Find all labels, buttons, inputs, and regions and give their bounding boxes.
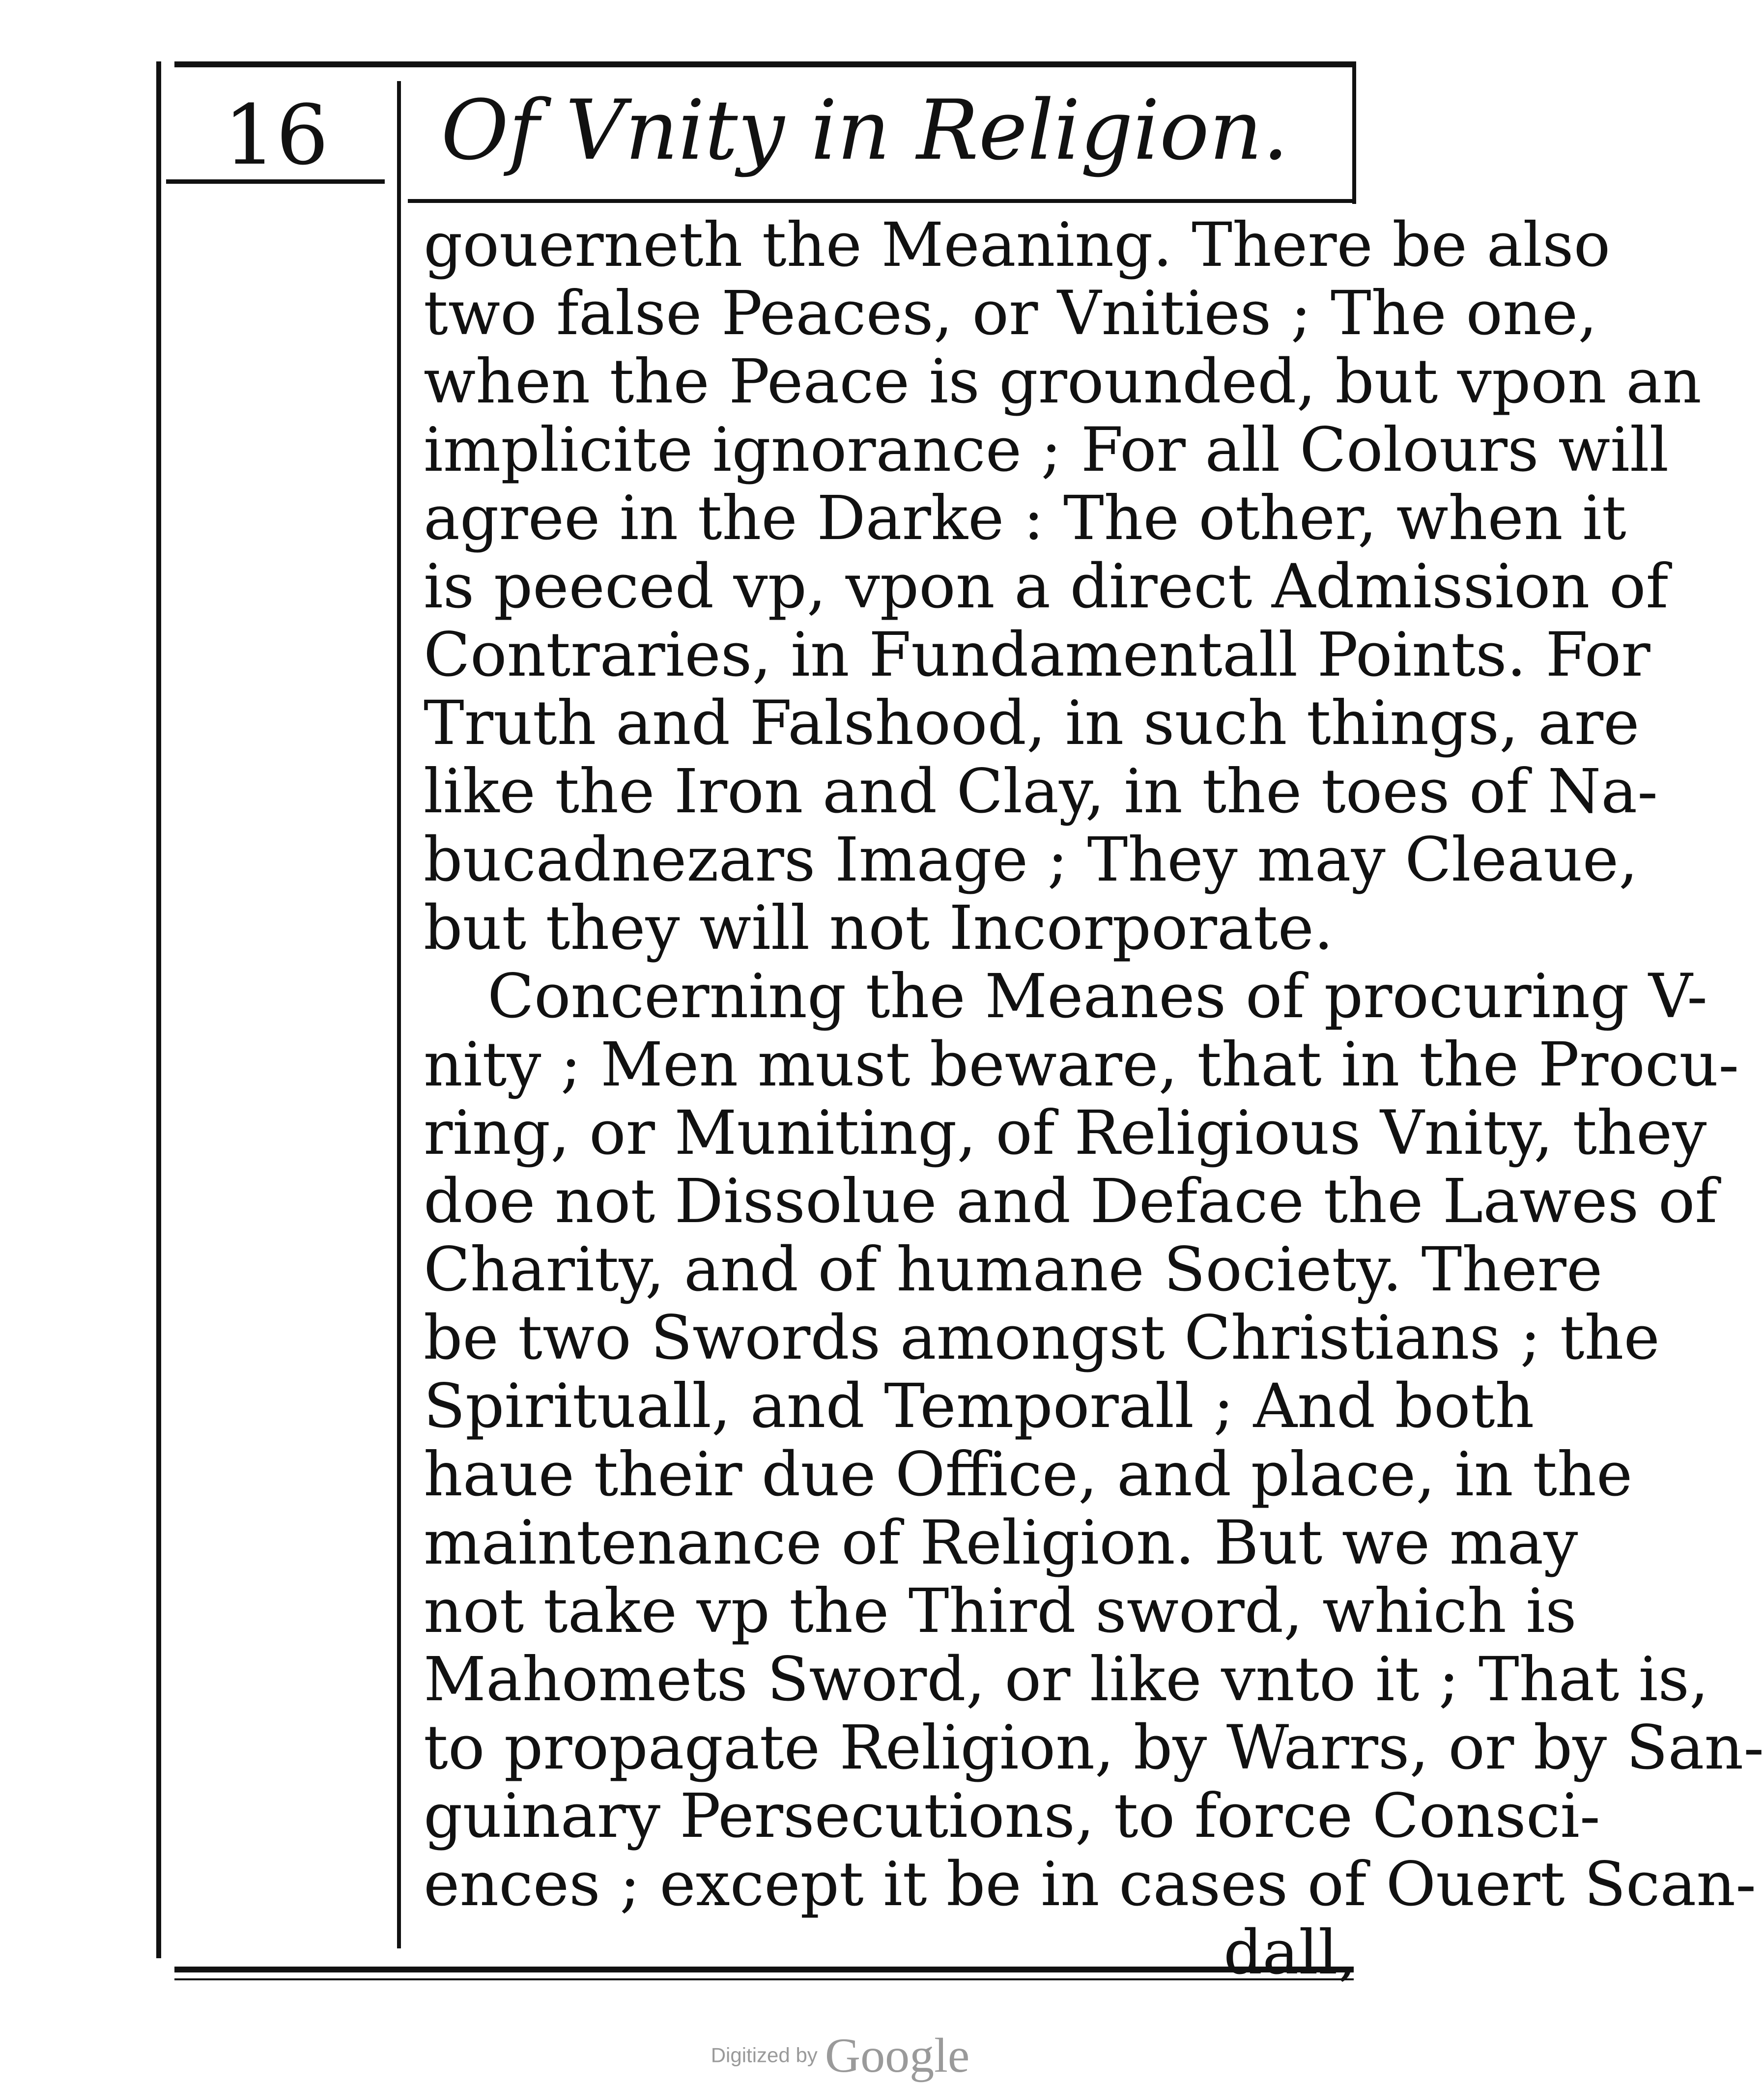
running-title: Of Vnity in Religion.: [441, 82, 1289, 178]
page-number: 16: [224, 87, 329, 183]
digitized-watermark: [693, 2027, 988, 2081]
header-underline: [408, 199, 1356, 203]
text-line: implicite ignorance ; For all Colours will: [424, 415, 1669, 486]
text-line: nity ; Men must beware, that in the Procu-: [424, 1029, 1739, 1100]
left-border-rule: [156, 61, 161, 1958]
text-line: when the Peace is grounded, but vpon an: [424, 346, 1702, 417]
text-line: Mahomets Sword, or like vnto it ; That is,: [424, 1644, 1709, 1715]
right-border-rule: [1352, 61, 1356, 204]
text-line: bucadnezars Image ; They may Cleaue,: [424, 825, 1638, 895]
text-line: like the Iron and Clay, in the toes of Na-: [424, 756, 1658, 827]
text-line: is peeced vp, vpon a direct Admission of: [424, 551, 1669, 622]
text-line: ences ; except it be in cases of Ouert Scan-: [424, 1849, 1757, 1920]
text-line: doe not Dissolue and Deface the Lawes of: [424, 1166, 1718, 1237]
text-line: two false Peaces, or Vnities ; The one,: [424, 278, 1597, 349]
digitized-label: Digitized by: [711, 2043, 818, 2067]
text-line: Truth and Falshood, in such things, are: [424, 688, 1640, 759]
text-line: to propagate Religion, by Warrs, or by San-: [424, 1713, 1764, 1783]
text-line: gouerneth the Meaning. There be also: [424, 210, 1611, 281]
text-line: Spirituall, and Temporall ; And both: [424, 1371, 1535, 1442]
body-text: [424, 210, 1764, 1988]
text-line: haue their due Office, and place, in the: [424, 1439, 1633, 1510]
text-line: agree in the Darke : The other, when it: [424, 483, 1626, 554]
text-line: not take vp the Third sword, which is: [424, 1576, 1577, 1647]
google-logo: Google: [825, 2028, 970, 2083]
column-divider-rule: [397, 81, 401, 1948]
top-rule: [174, 61, 1354, 67]
text-line: maintenance of Religion. But we may: [424, 1508, 1578, 1578]
text-line: be two Swords amongst Christians ; the: [424, 1303, 1660, 1373]
text-line: Concerning the Meanes of procuring V-: [487, 961, 1707, 1032]
text-line: Charity, and of humane Society. There: [424, 1234, 1603, 1305]
text-line: guinary Persecutions, to force Consci-: [424, 1781, 1600, 1852]
text-line: Contraries, in Fundamentall Points. For: [424, 620, 1650, 690]
text-line: ring, or Muniting, of Religious Vnity, they: [424, 1098, 1707, 1169]
catchword: dall,: [1223, 1917, 1357, 1988]
text-line: but they will not Incorporate.: [424, 893, 1334, 964]
